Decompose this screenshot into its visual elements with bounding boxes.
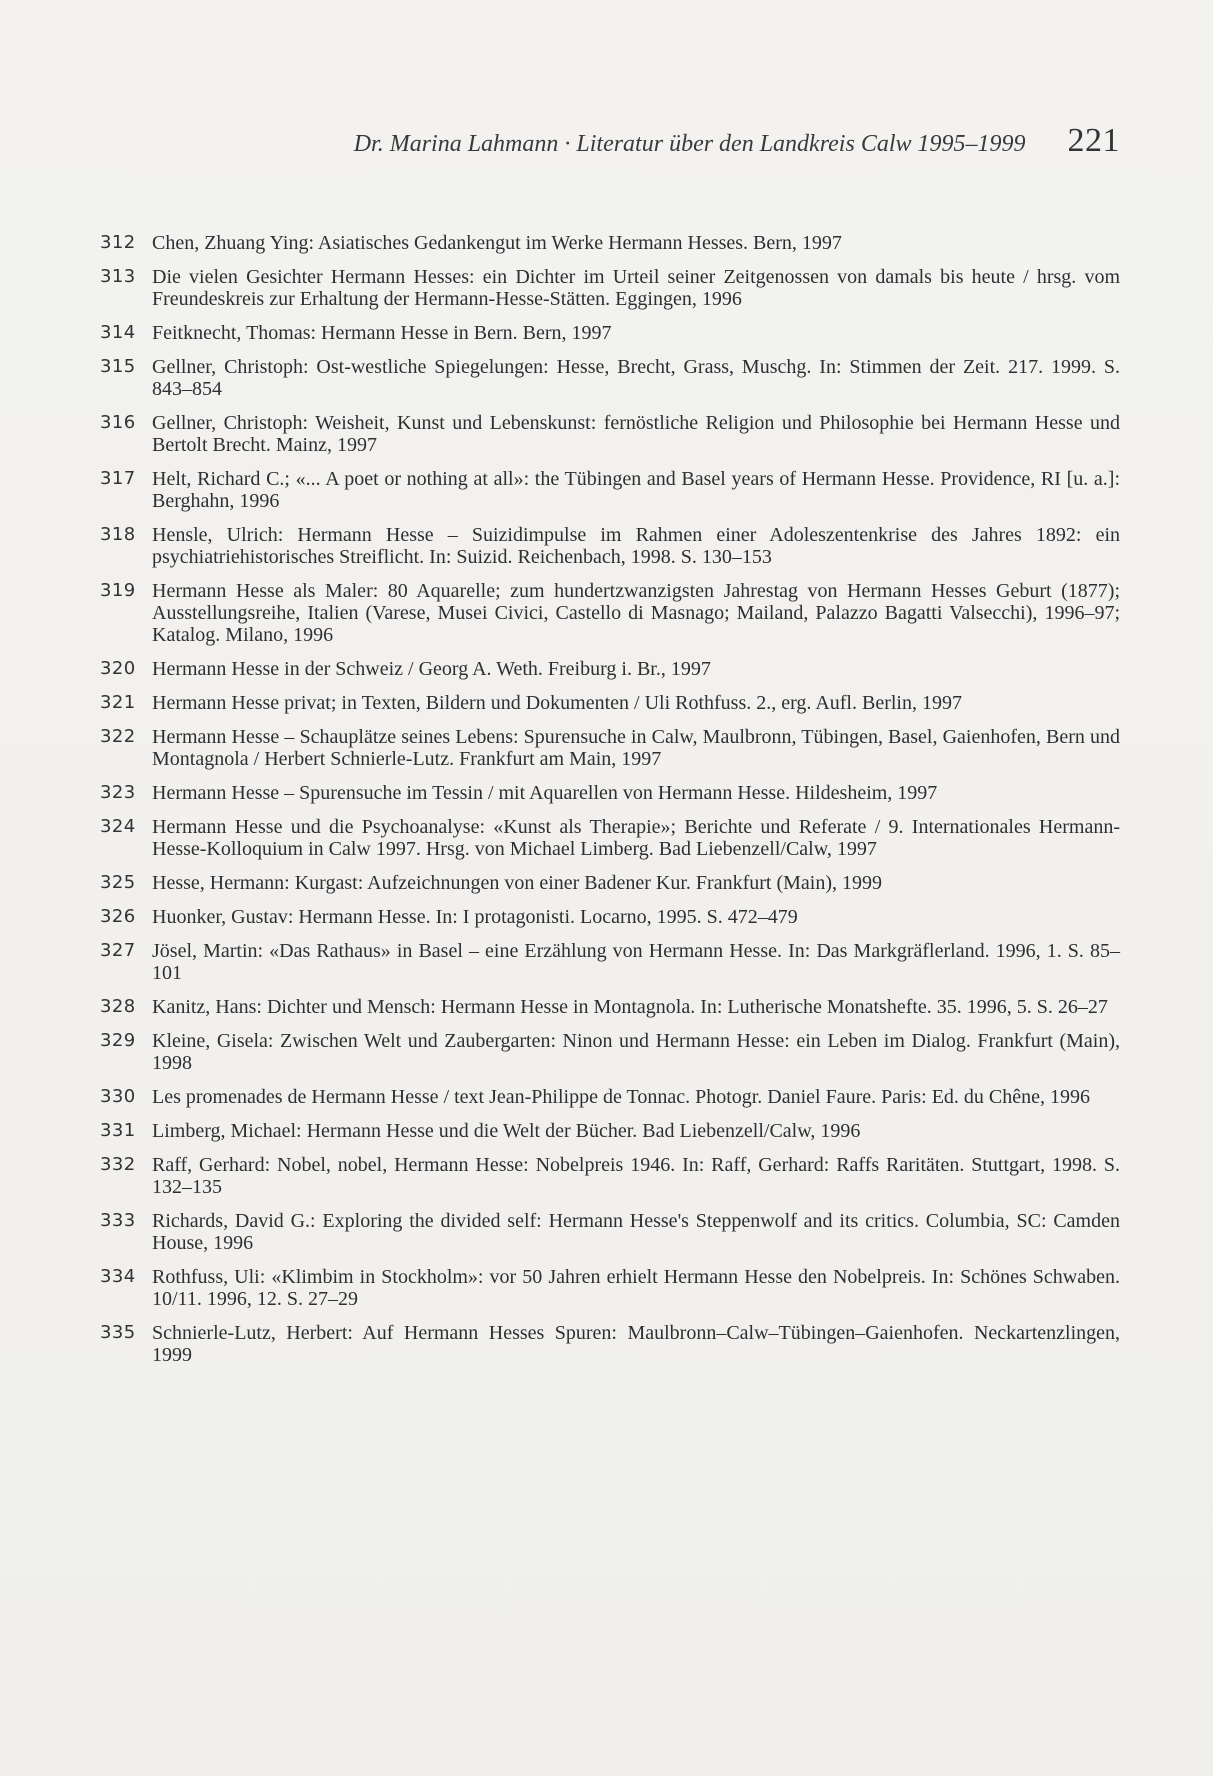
entry-text: Hermann Hesse und die Psychoanalyse: «Kunst als Therapie»; Berichte und Referate / 9. Internationales Hermann-Hesse-Kolloquium in Calw 1997. Hrsg. von Michael Limberg. Bad Liebenzell/Calw, 1997 [152, 816, 1120, 860]
bibliography-entry [100, 1322, 1120, 1366]
bibliography-entry [100, 692, 1120, 714]
bibliography-entry [100, 580, 1120, 646]
entry-number: 320 [100, 658, 136, 679]
bibliography-entry [100, 1154, 1120, 1198]
bibliography-entry [100, 1210, 1120, 1254]
entry-number: 314 [100, 322, 136, 343]
running-title: Dr. Marina Lahmann · Literatur über den Landkreis Calw 1995–1999 [353, 131, 1026, 157]
entry-text: Huonker, Gustav: Hermann Hesse. In: I protagonisti. Locarno, 1995. S. 472–479 [152, 906, 798, 928]
entry-number: 313 [100, 266, 136, 287]
bibliography-entry [100, 996, 1120, 1018]
entry-number: 322 [100, 726, 136, 747]
bibliography-entry [100, 322, 1120, 344]
entry-number: 317 [100, 468, 136, 489]
entry-number: 321 [100, 692, 136, 713]
entry-number: 332 [100, 1154, 136, 1175]
entry-text: Hermann Hesse – Schauplätze seines Lebens: Spurensuche in Calw, Maulbronn, Tübingen, Basel, Gaienhofen, Bern und Montagnola / Herbert Schnierle-Lutz. Frankfurt am Main, 1997 [152, 726, 1120, 770]
entry-text: Die vielen Gesichter Hermann Hesses: ein Dichter im Urteil seiner Zeitgenossen von damals bis heute / hrsg. vom Freundeskreis zur Erhaltung der Hermann-Hesse-Stätten. Eggingen, 1996 [152, 266, 1120, 310]
entry-number: 315 [100, 356, 136, 377]
entry-text: Chen, Zhuang Ying: Asiatisches Gedankengut im Werke Hermann Hesses. Bern, 1997 [152, 232, 842, 254]
entry-number: 312 [100, 232, 136, 253]
entry-number: 326 [100, 906, 136, 927]
entry-text: Raff, Gerhard: Nobel, nobel, Hermann Hesse: Nobelpreis 1946. In: Raff, Gerhard: Raffs Raritäten. Stuttgart, 1998. S. 132–135 [152, 1154, 1120, 1198]
bibliography-entry [100, 266, 1120, 310]
page-number: 221 [1067, 122, 1120, 159]
bibliography-entry [100, 940, 1120, 984]
entry-text: Rothfuss, Uli: «Klimbim in Stockholm»: vor 50 Jahren erhielt Hermann Hesse den Nobelpreis. In: Schönes Schwaben. 10/11. 1996, 12. S. 27–29 [152, 1266, 1120, 1310]
entry-text: Hermann Hesse – Spurensuche im Tessin / mit Aquarellen von Hermann Hesse. Hildesheim, 1997 [152, 782, 938, 804]
bibliography-list [100, 232, 1120, 1378]
entry-number: 333 [100, 1210, 136, 1231]
bibliography-entry [100, 906, 1120, 928]
page-header [250, 122, 1120, 162]
bibliography-entry [100, 468, 1120, 512]
entry-number: 327 [100, 940, 136, 961]
entry-number: 319 [100, 580, 136, 601]
entry-number: 318 [100, 524, 136, 545]
entry-text: Hermann Hesse privat; in Texten, Bildern und Dokumenten / Uli Rothfuss. 2., erg. Aufl. Berlin, 1997 [152, 692, 962, 714]
entry-text: Jösel, Martin: «Das Rathaus» in Basel – eine Erzählung von Hermann Hesse. In: Das Markgräflerland. 1996, 1. S. 85–101 [152, 940, 1120, 984]
bibliography-entry [100, 1120, 1120, 1142]
entry-number: 330 [100, 1086, 136, 1107]
entry-text: Hesse, Hermann: Kurgast: Aufzeichnungen von einer Badener Kur. Frankfurt (Main), 1999 [152, 872, 882, 894]
bibliography-entry [100, 658, 1120, 680]
bibliography-entry [100, 726, 1120, 770]
entry-number: 328 [100, 996, 136, 1017]
entry-number: 335 [100, 1322, 136, 1343]
entry-number: 331 [100, 1120, 136, 1141]
entry-text: Kanitz, Hans: Dichter und Mensch: Hermann Hesse in Montagnola. In: Lutherische Monatshefte. 35. 1996, 5. S. 26–27 [152, 996, 1108, 1018]
entry-text: Limberg, Michael: Hermann Hesse und die Welt der Bücher. Bad Liebenzell/Calw, 1996 [152, 1120, 861, 1142]
bibliography-entry [100, 1266, 1120, 1310]
bibliography-entry [100, 1086, 1120, 1108]
bibliography-entry [100, 816, 1120, 860]
bibliography-entry [100, 412, 1120, 456]
bibliography-entry [100, 1030, 1120, 1074]
entry-number: 329 [100, 1030, 136, 1051]
entry-number: 316 [100, 412, 136, 433]
entry-text: Hensle, Ulrich: Hermann Hesse – Suizidimpulse im Rahmen einer Adoleszentenkrise des Jahres 1892: ein psychiatriehistorisches Streiflicht. In: Suizid. Reichenbach, 1998. S. 130–153 [152, 524, 1120, 568]
entry-text: Richards, David G.: Exploring the divided self: Hermann Hesse's Steppenwolf and its critics. Columbia, SC: Camden House, 1996 [152, 1210, 1120, 1254]
entry-text: Kleine, Gisela: Zwischen Welt und Zaubergarten: Ninon und Hermann Hesse: ein Leben im Dialog. Frankfurt (Main), 1998 [152, 1030, 1120, 1074]
entry-number: 325 [100, 872, 136, 893]
entry-text: Les promenades de Hermann Hesse / text Jean-Philippe de Tonnac. Photogr. Daniel Faure. Paris: Ed. du Chêne, 1996 [152, 1086, 1091, 1108]
entry-text: Helt, Richard C.; «... A poet or nothing at all»: the Tübingen and Basel years of Hermann Hesse. Providence, RI [u. a.]: Berghahn, 1996 [152, 468, 1120, 512]
entry-text: Schnierle-Lutz, Herbert: Auf Hermann Hesses Spuren: Maulbronn–Calw–Tübingen–Gaienhofen. Neckartenzlingen, 1999 [152, 1322, 1120, 1366]
entry-number: 324 [100, 816, 136, 837]
entry-text: Feitknecht, Thomas: Hermann Hesse in Bern. Bern, 1997 [152, 322, 612, 344]
bibliography-entry [100, 782, 1120, 804]
bibliography-entry [100, 232, 1120, 254]
entry-text: Hermann Hesse in der Schweiz / Georg A. Weth. Freiburg i. Br., 1997 [152, 658, 711, 680]
entry-text: Gellner, Christoph: Ost-westliche Spiegelungen: Hesse, Brecht, Grass, Muschg. In: Stimmen der Zeit. 217. 1999. S. 843–854 [152, 356, 1120, 400]
entry-number: 334 [100, 1266, 136, 1287]
entry-number: 323 [100, 782, 136, 803]
entry-text: Gellner, Christoph: Weisheit, Kunst und Lebenskunst: fernöstliche Religion und Philosophie bei Hermann Hesse und Bertolt Brecht. Mainz, 1997 [152, 412, 1120, 456]
entry-text: Hermann Hesse als Maler: 80 Aquarelle; zum hundertzwanzigsten Jahrestag von Hermann Hesses Geburt (1877); Ausstellungsreihe, Italien (Varese, Musei Civici, Castello di Masnago; Mailand, Palazzo Bagatti Valsecchi), 1996–97; Katalog. Milano, 1996 [152, 580, 1120, 646]
bibliography-entry [100, 872, 1120, 894]
bibliography-entry [100, 524, 1120, 568]
bibliography-entry [100, 356, 1120, 400]
